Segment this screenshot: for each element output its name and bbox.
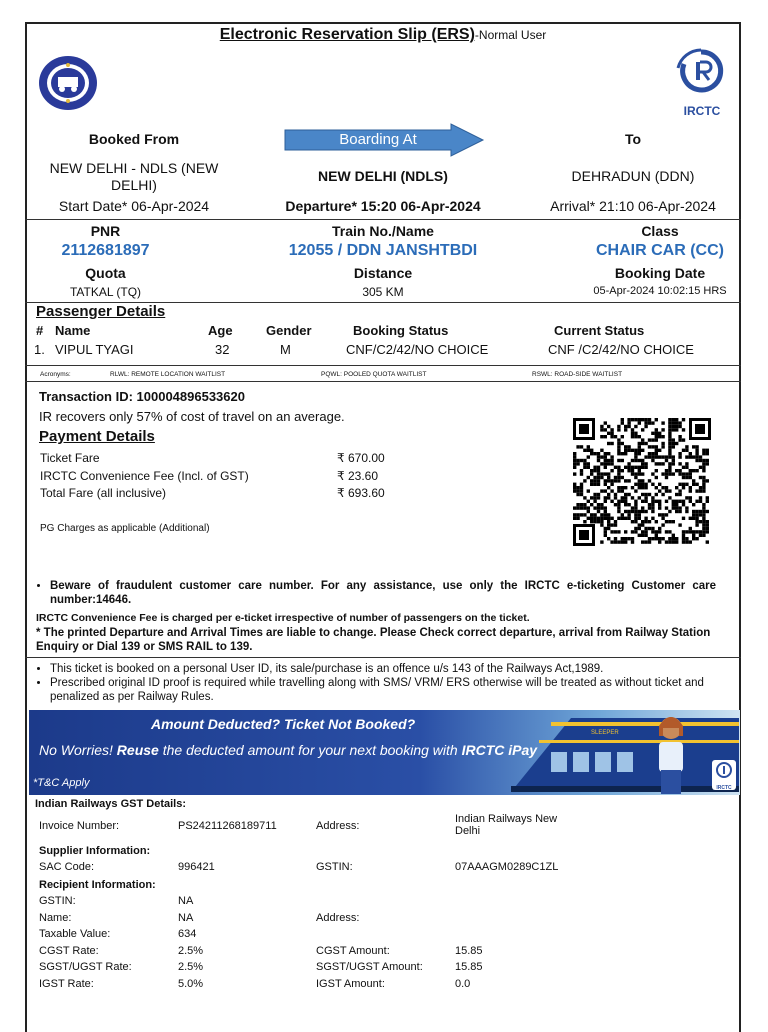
recipient-gstin-value: NA xyxy=(178,895,194,907)
train-illustration-icon xyxy=(511,712,739,794)
banner-line-mid: the deducted amount for your next booking with xyxy=(158,742,462,758)
igst-amount-label: IGST Amount: xyxy=(316,978,385,990)
igst-amount-value: 0.0 xyxy=(455,978,471,990)
banner-brand: IRCTC iPay xyxy=(461,742,538,758)
banner-tc: *T&C Apply xyxy=(33,777,90,789)
departure-time: Departure* 15:20 06-Apr-2024 xyxy=(285,198,481,214)
divider xyxy=(25,657,741,658)
pax-row-booking-status: CNF/C2/42/NO CHOICE xyxy=(346,342,489,357)
cgst-amount-value: 15.85 xyxy=(455,945,483,957)
recipient-name-label: Name: xyxy=(39,912,72,924)
sac-code-value: 996421 xyxy=(178,861,215,873)
ticket-fare-value: ₹ 670.00 xyxy=(337,451,385,465)
convenience-fee-value: ₹ 23.60 xyxy=(337,469,378,483)
recipient-info-title: Recipient Information: xyxy=(39,879,156,891)
banner-irctc-text: IRCTC xyxy=(716,785,732,791)
qr-code-icon xyxy=(573,418,711,546)
igst-rate-label: IGST Rate: xyxy=(39,978,94,990)
timing-notice: * The printed Departure and Arrival Times are liable to change. Please Check correct departure, arrival from Railway Station Enquiry or Dial 139 or SMS RAIL to 139. xyxy=(36,627,711,653)
payment-details-title: Payment Details xyxy=(39,428,155,445)
pax-row-name: VIPUL TYAGI xyxy=(55,342,134,357)
arrival-time: Arrival* 21:10 06-Apr-2024 xyxy=(550,198,716,214)
convenience-fee-notice: IRCTC Convenience Fee is charged per e-ticket irrespective of number of passengers on the ticket. xyxy=(36,612,530,624)
ipay-banner[interactable] xyxy=(29,710,740,795)
to-label: To xyxy=(624,131,642,147)
divider xyxy=(25,219,741,220)
class-label: Class xyxy=(641,223,679,239)
supplier-gstin-label: GSTIN: xyxy=(316,861,353,873)
banner-headline: Amount Deducted? Ticket Not Booked? xyxy=(151,716,416,732)
total-fare-label: Total Fare (all inclusive) xyxy=(40,486,167,500)
gst-title: Indian Railways GST Details: xyxy=(35,798,186,810)
distance-label: Distance xyxy=(353,265,413,281)
boarding-at-label: Boarding At xyxy=(339,131,417,148)
address-value: Indian Railways New Delhi xyxy=(455,813,558,837)
pnr-value: 2112681897 xyxy=(61,242,150,259)
quota-label: Quota xyxy=(85,265,126,281)
transaction-id: Transaction ID: 100004896533620 xyxy=(39,389,245,404)
quota-value: TATKAL (TQ) xyxy=(69,285,142,299)
cost-recovery-note: IR recovers only 57% of cost of travel on an average. xyxy=(39,409,345,424)
banner-no-worries: No Worries! xyxy=(39,742,113,758)
pax-header-gender: Gender xyxy=(266,323,312,338)
divider xyxy=(25,365,741,366)
coach-label: SLEEPER xyxy=(591,730,619,736)
booked-from-label: Booked From xyxy=(88,131,180,147)
invoice-value: PS24211268189711 xyxy=(178,820,277,832)
booking-date-label: Booking Date xyxy=(614,265,706,281)
page-title: Electronic Reservation Slip (ERS) xyxy=(219,26,475,43)
ticket-fare-label: Ticket Fare xyxy=(40,451,100,465)
rules-notice-item: • Prescribed original ID proof is required while travelling along with SMS/ VRM/ ERS otherwise will be treated as without ticket and penalized as per Railway Rules. xyxy=(50,676,726,704)
sgst-rate-value: 2.5% xyxy=(178,961,204,973)
acronym-pqwl: PQWL: POOLED QUOTA WAITLIST xyxy=(321,371,427,378)
cgst-rate-label: CGST Rate: xyxy=(39,945,99,957)
convenience-fee-label: IRCTC Convenience Fee (Incl. of GST) xyxy=(40,469,249,483)
irctc-logo-icon xyxy=(712,760,736,780)
recipient-address-label: Address: xyxy=(316,912,360,924)
ers-header xyxy=(25,26,741,44)
pax-header-age: Age xyxy=(208,323,233,338)
pax-row-gender: M xyxy=(280,342,291,357)
irctc-logo-icon xyxy=(670,48,732,100)
divider xyxy=(25,381,741,382)
booking-date-value: 05-Apr-2024 10:02:15 HRS xyxy=(593,285,727,297)
sgst-rate-label: SGST/UGST Rate: xyxy=(39,961,132,973)
cgst-amount-label: CGST Amount: xyxy=(316,945,390,957)
train-value: 12055 / DDN JANSHTBDI xyxy=(288,242,478,259)
acronym-rswl: RSWL: ROAD-SIDE WAITLIST xyxy=(532,371,623,378)
sac-code-label: SAC Code: xyxy=(39,861,95,873)
train-label: Train No./Name xyxy=(332,223,434,239)
pax-header-current-status: Current Status xyxy=(554,323,645,338)
sgst-amount-label: SGST/UGST Amount: xyxy=(316,961,423,973)
address-label: Address: xyxy=(316,820,360,832)
acronyms-label: Acronyms: xyxy=(40,371,71,378)
supplier-gstin-value: 07AAAGM0289C1ZL xyxy=(455,861,559,873)
banner-message xyxy=(39,742,537,758)
from-station: NEW DELHI - NDLS (NEW DELHI) xyxy=(49,160,219,193)
irctc-logo-text: IRCTC xyxy=(683,104,721,118)
igst-rate-value: 5.0% xyxy=(178,978,204,990)
page-subtitle: -Normal User xyxy=(474,28,547,42)
taxable-value: 634 xyxy=(178,928,197,940)
passenger-details-title: Passenger Details xyxy=(36,303,166,320)
class-value: CHAIR CAR (CC) xyxy=(596,242,724,259)
customer-illustration-icon xyxy=(645,712,697,794)
pax-row-age: 32 xyxy=(215,342,230,357)
pax-row-num: 1. xyxy=(34,342,45,357)
to-station: DEHRADUN (DDN) xyxy=(571,168,695,184)
fraud-notice xyxy=(36,579,716,607)
rules-notice-item: • This ticket is booked on a personal User ID, its sale/purchase is an offence u/s 143 of the Railways Act,1989. xyxy=(50,662,726,676)
recipient-gstin-label: GSTIN: xyxy=(39,895,76,907)
sgst-amount-value: 15.85 xyxy=(455,961,483,973)
pnr-label: PNR xyxy=(90,223,121,239)
acronym-rlwl: RLWL: REMOTE LOCATION WAITLIST xyxy=(110,371,226,378)
total-fare-value: ₹ 693.60 xyxy=(337,486,385,500)
invoice-label: Invoice Number: xyxy=(39,820,120,832)
cgst-rate-value: 2.5% xyxy=(178,945,204,957)
start-date: Start Date* 06-Apr-2024 xyxy=(58,198,210,214)
pax-header-num: # xyxy=(36,323,44,338)
indian-railways-emblem-icon xyxy=(38,55,98,111)
distance-value: 305 KM xyxy=(362,285,404,299)
fraud-notice-text: • Beware of fraudulent customer care number. For any assistance, use only the IRCTC e-ticketing Customer care number:14646. xyxy=(50,579,716,607)
pax-header-booking-status: Booking Status xyxy=(353,323,449,338)
banner-reuse: Reuse xyxy=(116,742,159,758)
banner-irctc-badge xyxy=(712,760,736,790)
supplier-info-title: Supplier Information: xyxy=(39,845,151,857)
pax-row-current-status: CNF /C2/42/NO CHOICE xyxy=(548,342,694,357)
boarding-station: NEW DELHI (NDLS) xyxy=(318,168,448,184)
recipient-name-value: NA xyxy=(178,912,194,924)
pax-header-name: Name xyxy=(55,323,91,338)
taxable-value-label: Taxable Value: xyxy=(39,928,111,940)
rules-notice xyxy=(36,662,726,704)
pg-charges-note: PG Charges as applicable (Additional) xyxy=(40,523,210,534)
